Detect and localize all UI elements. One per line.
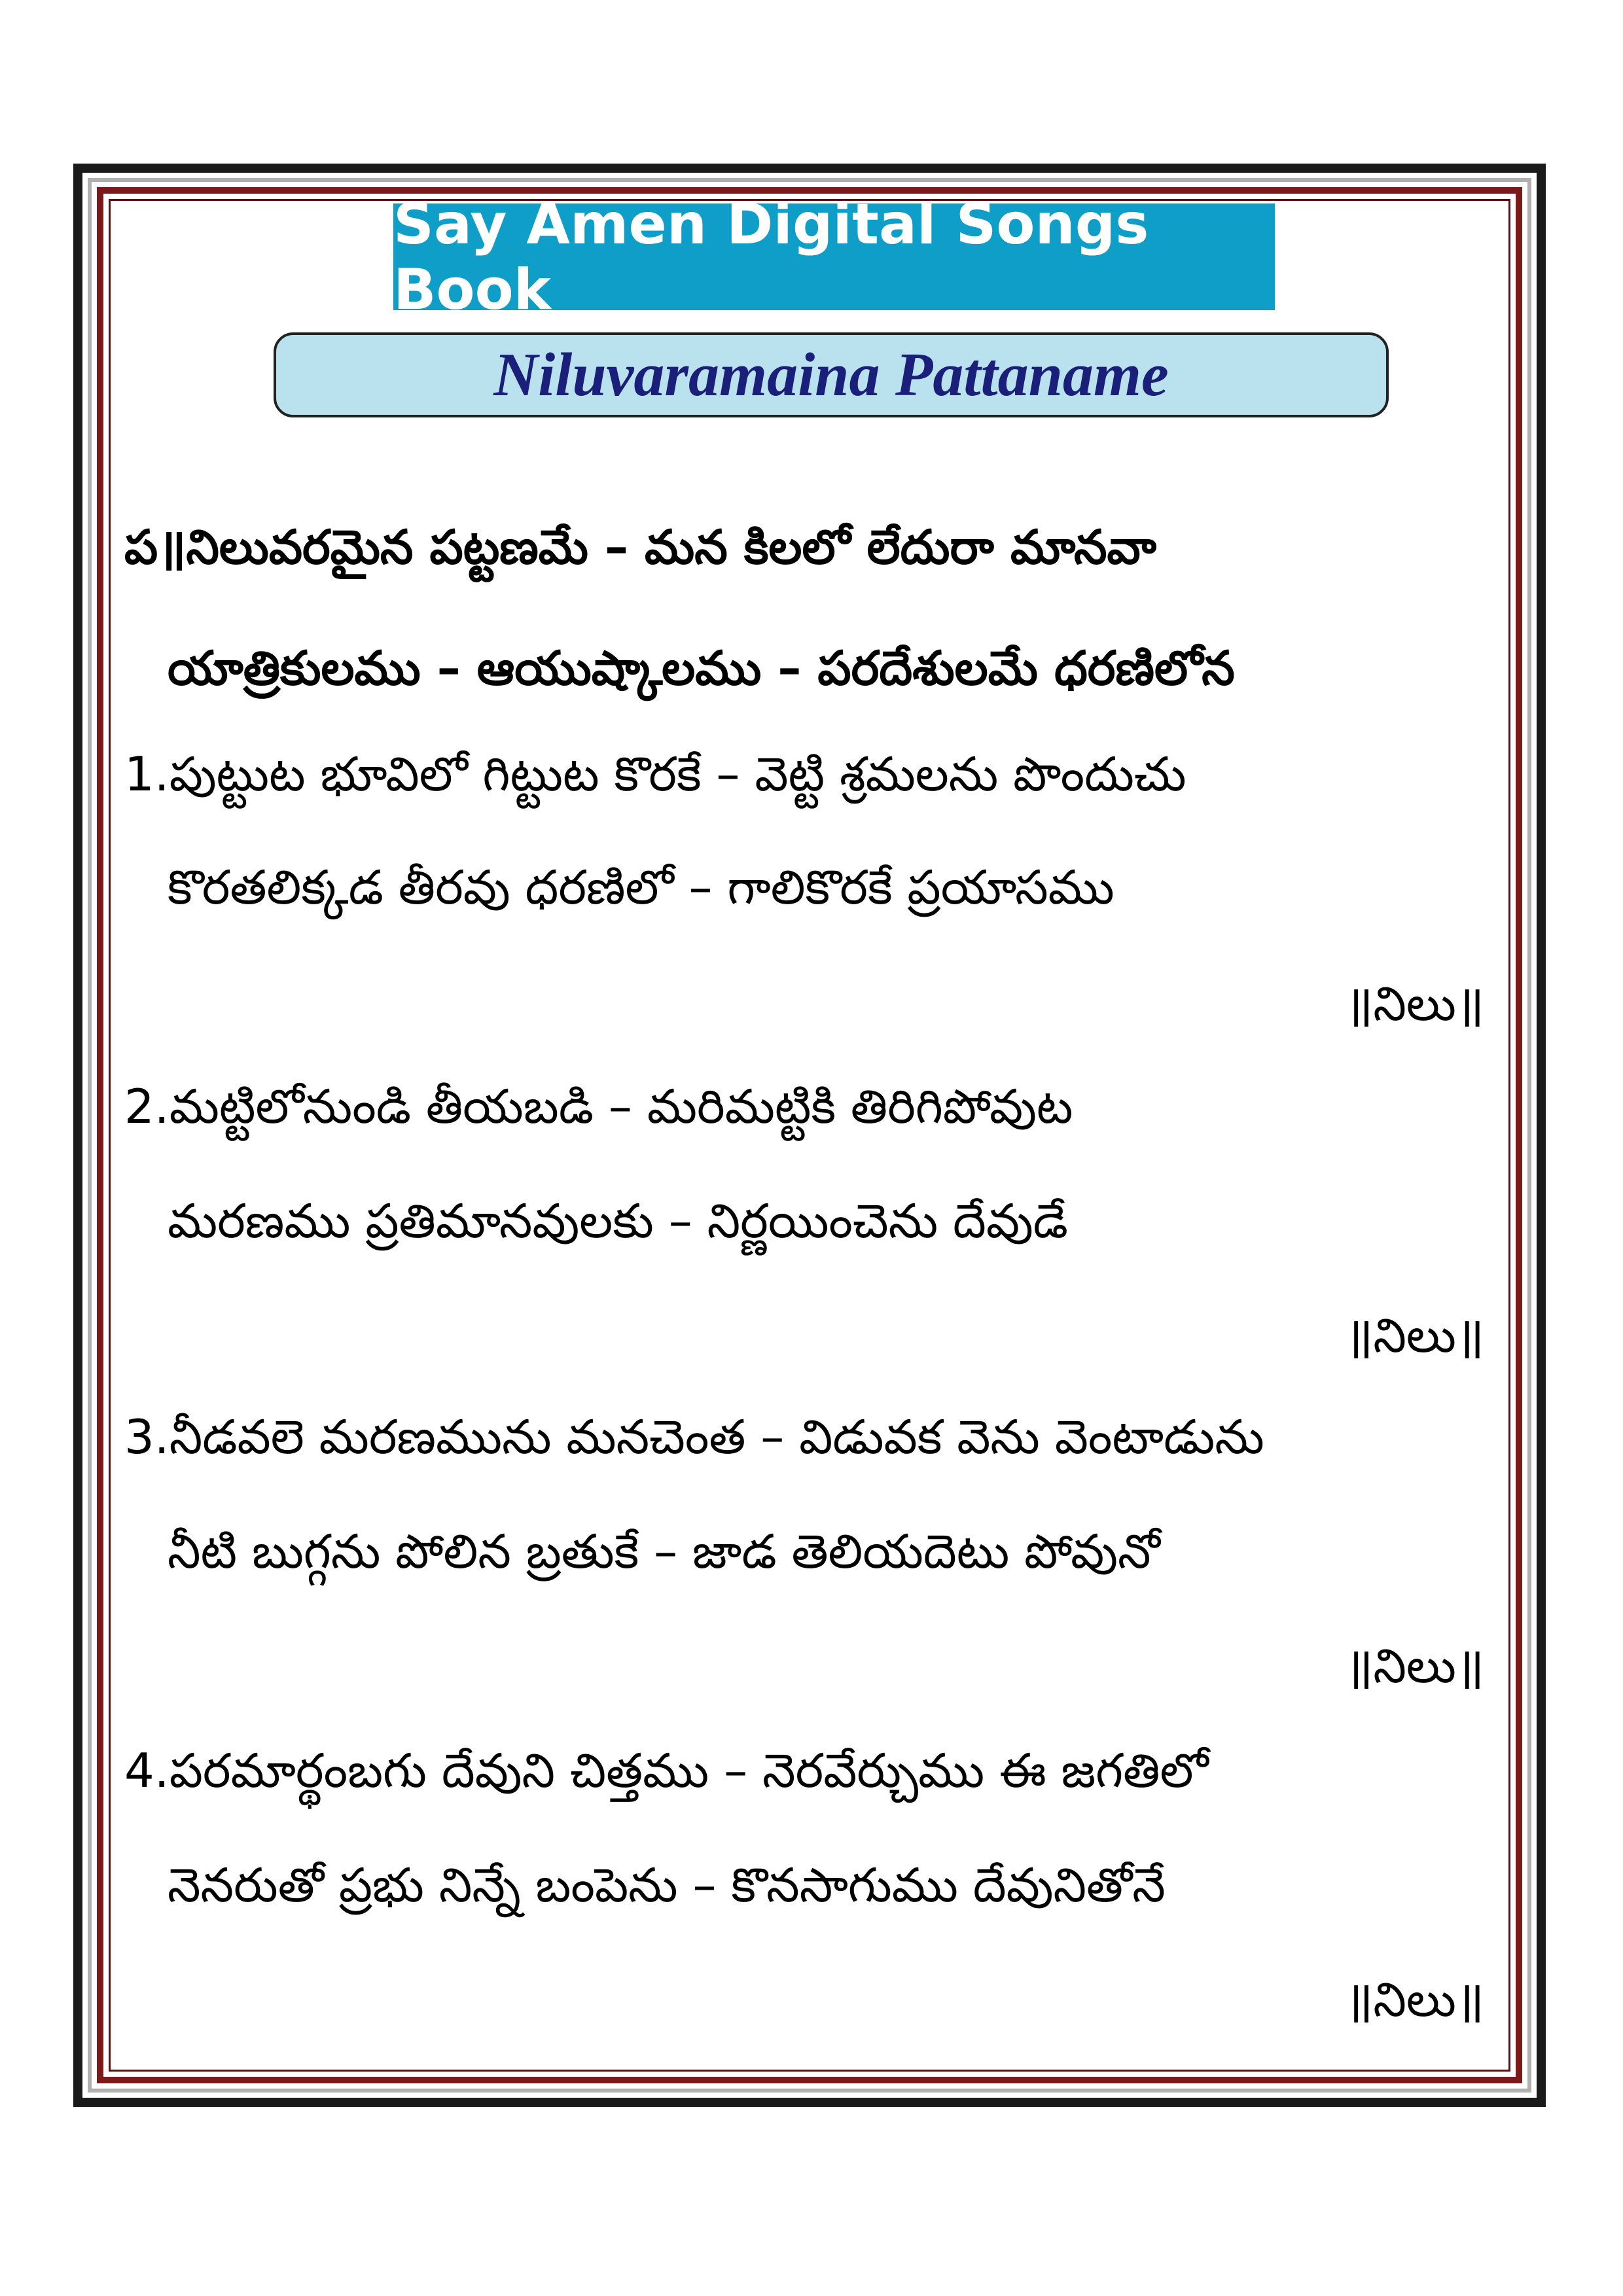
song-title: Niluvaramaina Pattaname <box>274 332 1389 417</box>
chorus-line-2: యాత్రికులము – ఆయుష్కాలము – పరదేశులమే ధరణిలోన <box>168 641 1235 696</box>
verse-2-line-1: 2.మట్టిలోనుండి తీయబడి – మరిమట్టికి తిరిగిపోవుట <box>124 1079 1073 1134</box>
verse-1-line-2: కొరతలిక్కడ తీరవు ధరణిలో – గాలికొరకే ప్రయాసము <box>168 860 1115 915</box>
verse-3-line-2: నీటి బుగ్గను పోలిన బ్రతుకే – జాడ తెలియదెటు పోవునో <box>168 1524 1160 1579</box>
verse-2-line-2: మరణము ప్రతిమానవులకు – నిర్ణయించెను దేవుడే <box>168 1193 1068 1248</box>
verse-4-line-1: 4.పరమార్థంబగు దేవుని చిత్తము – నెరవేర్చుము ఈ జగతిలో <box>124 1743 1209 1798</box>
verse-3-line-1: 3.నీడవలె మరణమును మనచెంత – విడువక వెను వెంటాడును <box>124 1409 1264 1464</box>
verse-1-refrain: ॥నిలు॥ <box>1345 976 1484 1031</box>
verse-3-refrain: ॥నిలు॥ <box>1345 1638 1484 1693</box>
verse-4-refrain: ॥నిలు॥ <box>1345 1972 1484 2027</box>
brand-banner: Say Amen Digital Songs Book <box>393 203 1275 310</box>
chorus-line-1: ప॥నిలువరమైన పట్టణమే – మన కిలలో లేదురా మానవా <box>124 520 1157 574</box>
verse-2-refrain: ॥నిలు॥ <box>1345 1308 1484 1363</box>
verse-1-line-1: 1.పుట్టుట భూవిలో గిట్టుట కొరకే – వెట్టి శ్రమలను పొందుచు <box>124 747 1186 802</box>
verse-4-line-2: నెనరుతో ప్రభు నిన్నే బంపెను – కొనసాగుము దేవునితోనే <box>168 1858 1166 1913</box>
